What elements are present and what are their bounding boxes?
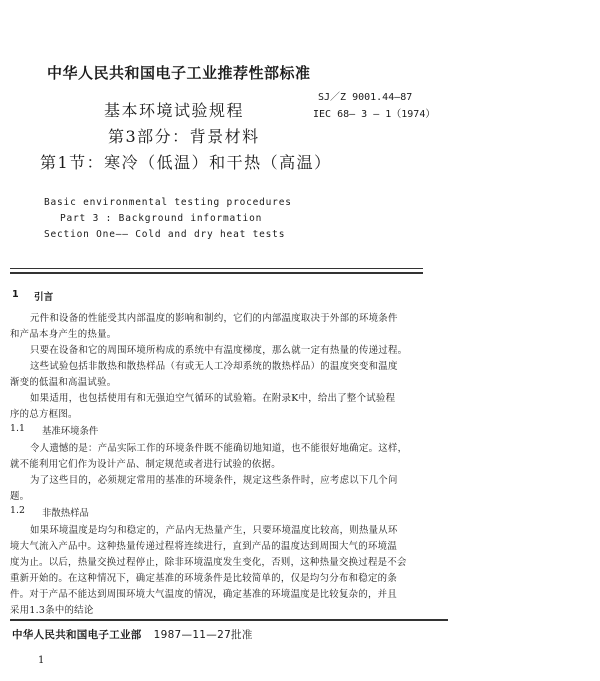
paragraph-line: 和产品本身产生的热量。 <box>10 329 117 340</box>
header-divider-double <box>10 272 423 274</box>
issuer-name: 中华人民共和国电子工业部 <box>12 629 142 641</box>
paragraph-line: 只要在设备和它的周围环境所构成的系统中有温度梯度，那么就一定有热量的传递过程。 <box>30 345 408 356</box>
document-section-title: 第1节：寒冷（低温）和干热（高温） <box>40 153 332 172</box>
subsection-number: 1.2 <box>10 505 25 516</box>
paragraph-line: 序的总方框图。 <box>10 409 78 420</box>
subsection-number: 1.1 <box>10 423 25 434</box>
ministry-standard-header: 中华人民共和国电子工业推荐性部标准 <box>47 64 311 82</box>
paragraph-line: 题。 <box>10 491 30 502</box>
english-title-line1: Basic environmental testing procedures <box>44 197 292 208</box>
paragraph-line: 元件和设备的性能受其内部温度的影响和制约，它们的内部温度取决于外部的环境条件 <box>30 313 398 324</box>
section-title: 引言 <box>34 292 54 303</box>
standard-number: SJ／Z 9001.44—87 <box>318 92 413 103</box>
paragraph-line: 如果适用，也包括使用有和无强迫空气循环的试验箱。在附录K中，给出了整个试验程 <box>30 393 396 404</box>
paragraph-line: 件。对于产品不能达到周围环境大气温度的情况，确定基准的环境温度是比较复杂的，并且 <box>10 589 398 600</box>
paragraph-line: 就不能利用它们作为设计产品、制定规范或者进行试验的依据。 <box>10 459 281 470</box>
paragraph-line: 度为止。以后，热量交换过程停止，除非环境温度发生变化，否则，这种热量交换过程是不会 <box>10 557 407 568</box>
paragraph-line: 令人遗憾的是：产品实际工作的环境条件既不能确切地知道，也不能很好地确定。这样， <box>30 443 408 454</box>
page-number: 1 <box>38 655 45 666</box>
paragraph-line: 为了这些目的，必须规定常用的基准的环境条件，规定这些条件时，应考虑以下几个问 <box>30 475 398 486</box>
footer-divider <box>10 619 448 621</box>
paragraph-line: 这些试验包括非散热和散热样品（有或无人工冷却系统的散热样品）的温度突变和温度 <box>30 361 398 372</box>
paragraph-line: 如果环境温度是均匀和稳定的，产品内无热量产生，只要环境温度比较高，则热量从环 <box>30 525 398 536</box>
english-title-line2: Part 3 : Background information <box>60 213 263 224</box>
paragraph-line: 重新开始的。在这种情况下，确定基准的环境条件是比较简单的，仅是均匀分布和稳定的条 <box>10 573 398 584</box>
paragraph-line: 境大气流入产品中。这种热量传递过程将连续进行，直到产品的温度达到周围大气的环境温 <box>10 541 398 552</box>
document-part-title: 第3部分：背景材料 <box>108 127 260 146</box>
iec-reference-number: IEC 68— 3 — 1（1974） <box>313 109 436 120</box>
approval-date: 1987—11—27批准 <box>153 629 253 641</box>
footer-issuer-line <box>12 627 253 642</box>
paragraph-line: 渐变的低温和高温试验。 <box>10 377 117 388</box>
section-number: 1 <box>12 289 19 300</box>
paragraph-line: 采用1.3条中的结论 <box>10 605 94 616</box>
document-title: 基本环境试验规程 <box>104 101 245 120</box>
english-title-line3: Section One—— Cold and dry heat tests <box>44 229 286 240</box>
subsection-title: 非散热样品 <box>42 508 89 519</box>
subsection-title: 基准环境条件 <box>42 426 99 437</box>
header-divider <box>10 268 423 269</box>
